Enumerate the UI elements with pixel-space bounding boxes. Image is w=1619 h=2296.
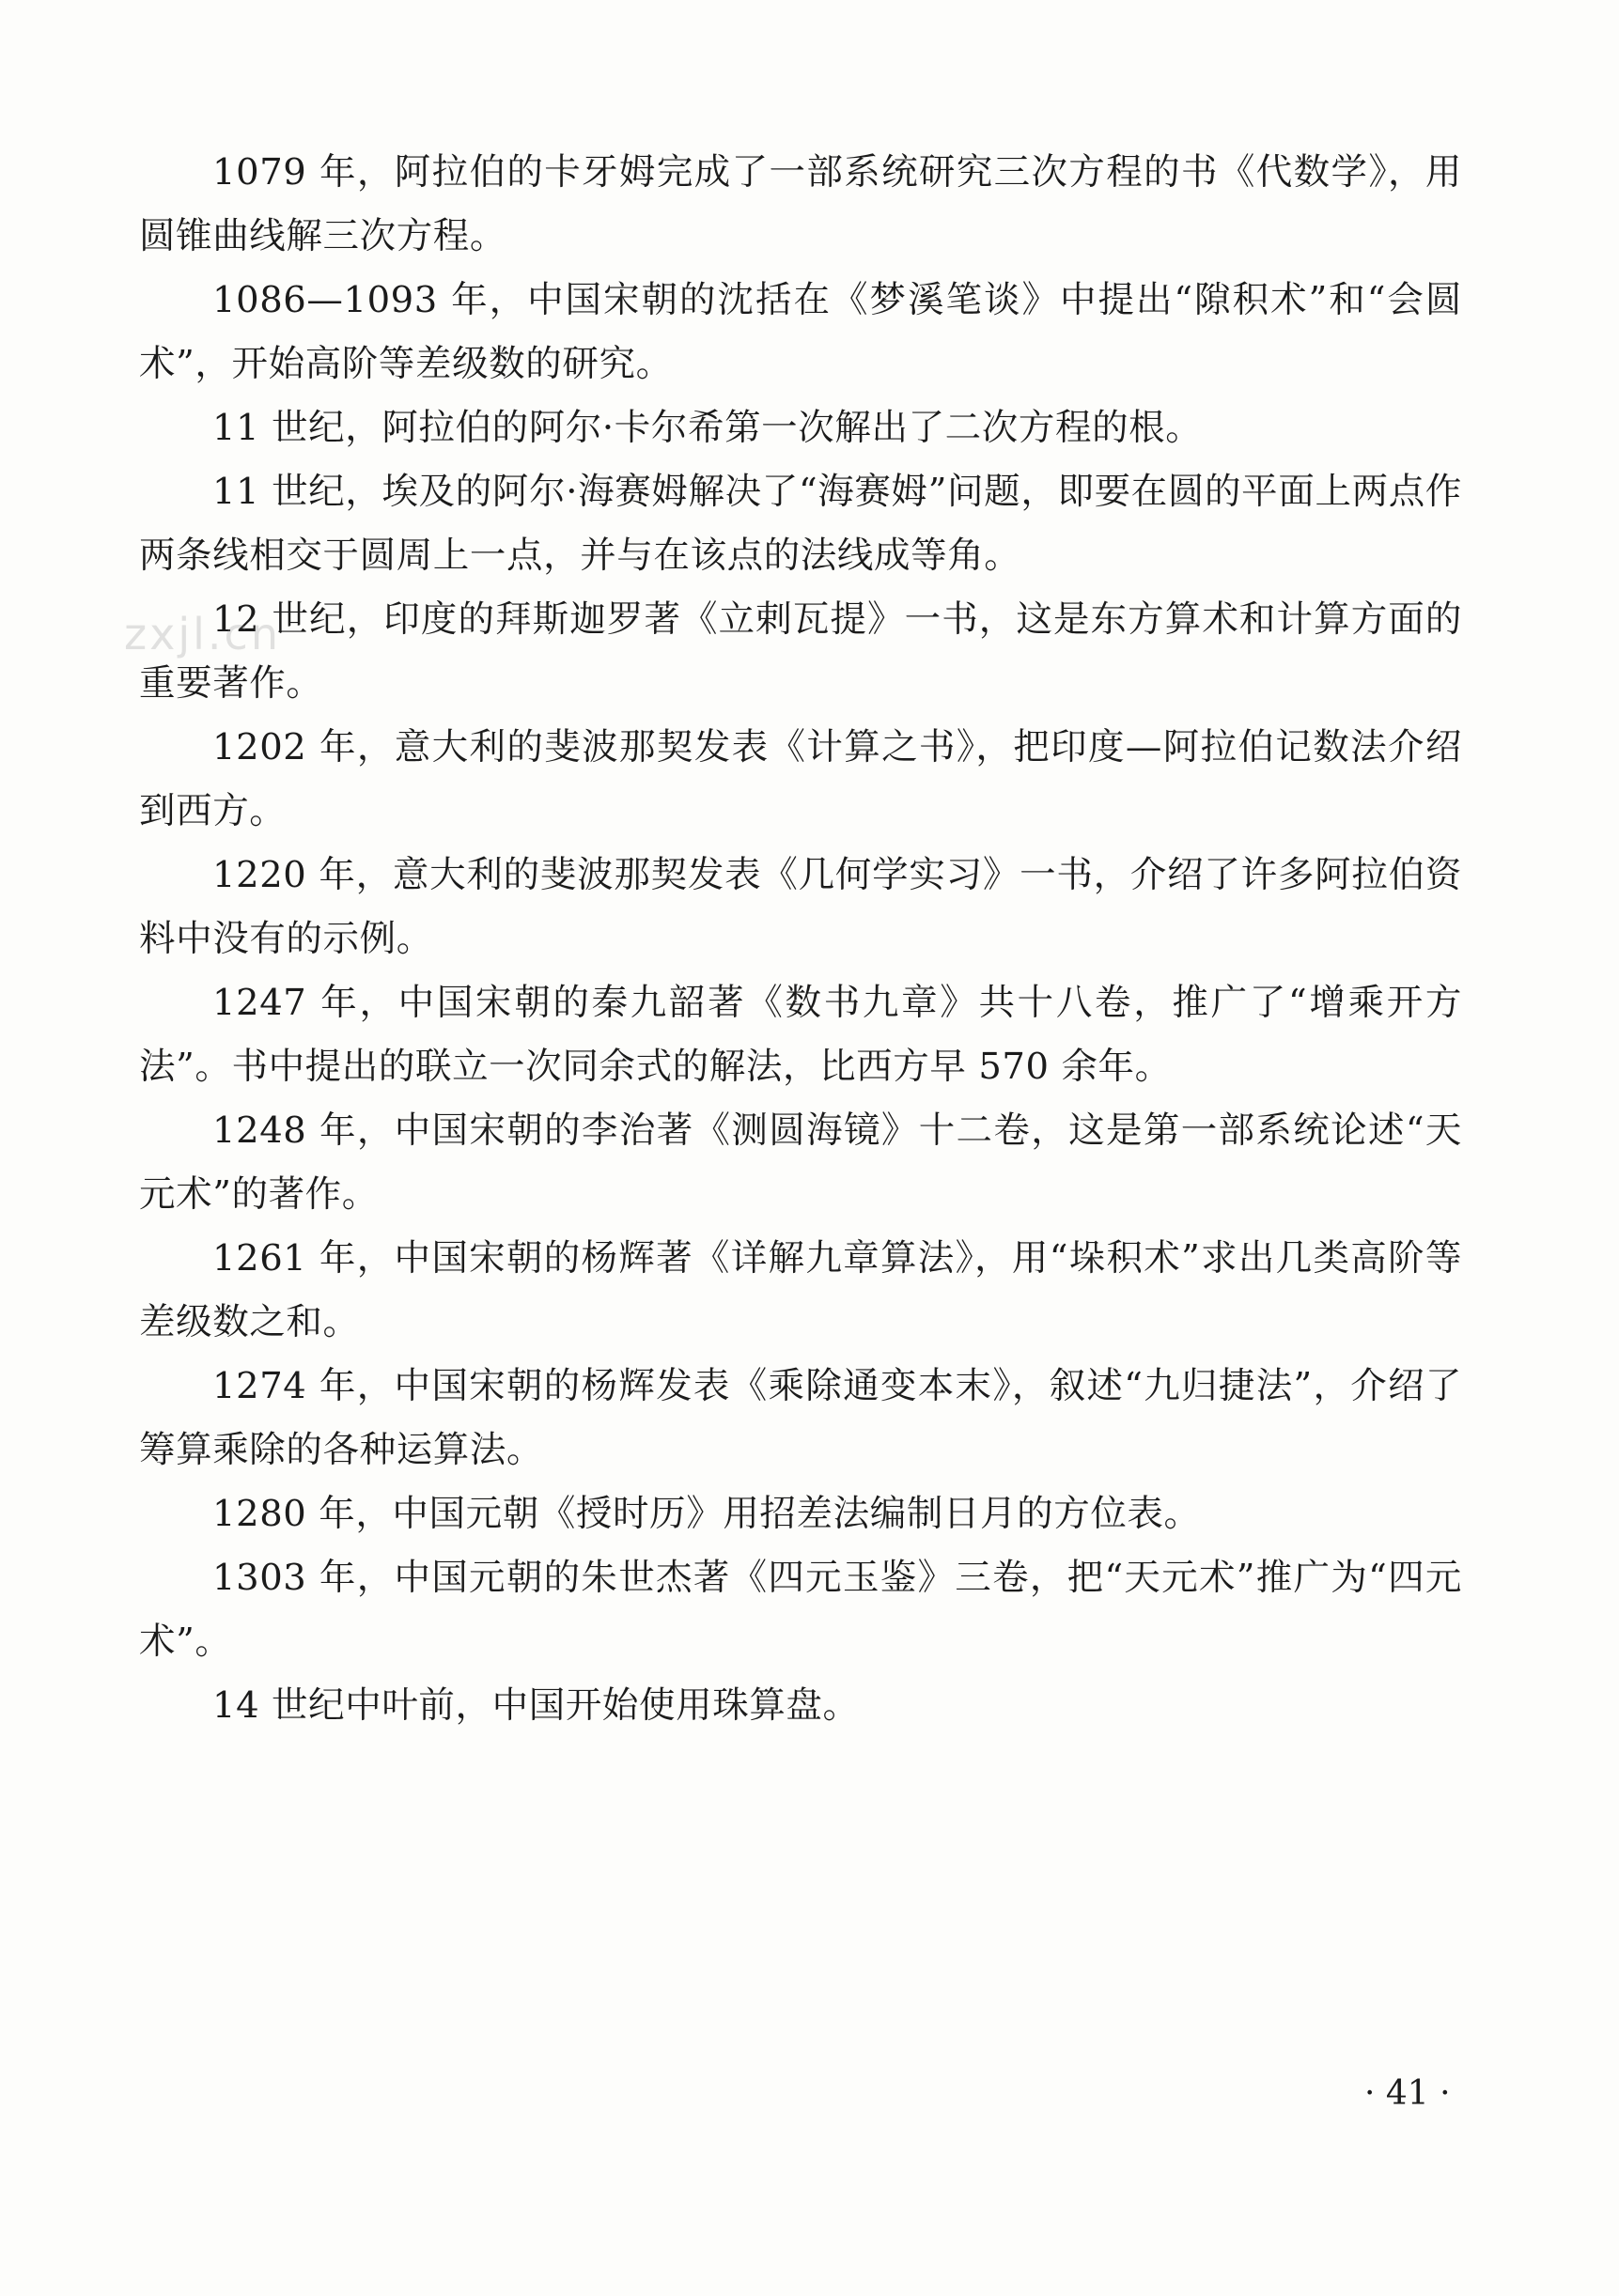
paragraph: 1086—1093 年，中国宋朝的沈括在《梦溪笔谈》中提出“隙积术”和“会圆术”，开始高阶等差级数的研究。 [139,279,1462,385]
paragraph: 1261 年，中国宋朝的杨辉著《详解九章算法》，用“垛积术”求出几类高阶等差级数之和。 [139,1237,1462,1343]
paragraph: 1247 年，中国宋朝的秦九韶著《数书九章》共十八卷，推广了“增乘开方法”。书中提出的联立一次同余式的解法，比西方早 570 余年。 [139,982,1462,1088]
paragraph: 11 世纪，阿拉伯的阿尔·卡尔希第一次解出了二次方程的根。 [212,407,1203,449]
watermark: zxjl.cn [124,609,281,659]
paragraph: 1220 年，意大利的斐波那契发表《几何学实习》一书，介绍了许多阿拉伯资料中没有的示例。 [139,854,1462,960]
paragraph: 1303 年，中国元朝的朱世杰著《四元玉鉴》三卷，把“天元术”推广为“四元术”。 [139,1557,1462,1663]
paragraph: 12 世纪，印度的拜斯迦罗著《立剌瓦提》一书，这是东方算术和计算方面的重要著作。 [139,598,1462,705]
page-number: · 41 · [1364,2074,1451,2113]
paragraph: 11 世纪，埃及的阿尔·海赛姆解决了“海赛姆”问题，即要在圆的平面上两点作两条线相交于圆周上一点，并与在该点的法线成等角。 [139,471,1462,577]
paragraph: 1079 年，阿拉伯的卡牙姆完成了一部系统研究三次方程的书《代数学》，用圆锥曲线解三次方程。 [139,151,1462,257]
body-text [139,141,1462,1738]
paragraph: 1274 年，中国宋朝的杨辉发表《乘除通变本末》，叙述“九归捷法”，介绍了筹算乘除的各种运算法。 [139,1365,1462,1471]
paragraph: 14 世纪中叶前，中国开始使用珠算盘。 [212,1684,860,1727]
paragraph: 1248 年，中国宋朝的李治著《测圆海镜》十二卷，这是第一部系统论述“天元术”的著作。 [139,1109,1462,1216]
paragraph: 1280 年，中国元朝《授时历》用招差法编制日月的方位表。 [212,1493,1201,1535]
paragraph: 1202 年，意大利的斐波那契发表《计算之书》，把印度—阿拉伯记数法介绍到西方。 [139,726,1462,832]
